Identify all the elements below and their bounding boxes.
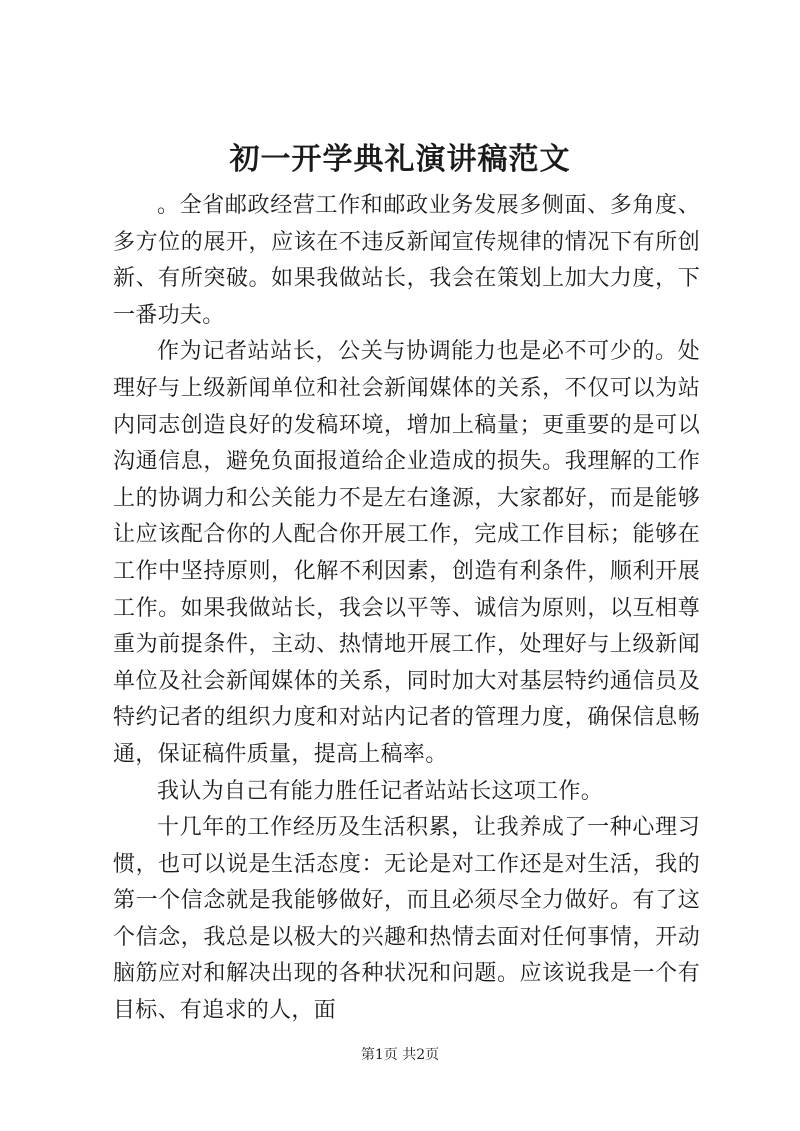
paragraph: 我认为自己有能力胜任记者站站长这项工作。 [157, 778, 604, 804]
paragraph: 。全省邮政经营工作和邮政业务发展多侧面、多角度、多方位的展开，应该在不违反新闻宣传规律的情况下有所创新、有所突破。如果我做站长，我会在策划上加大力度，下一番功夫。 [113, 193, 700, 328]
paragraph: 十几年的工作经历及生活积累，让我养成了一种心理习惯，也可以说是生活态度：无论是对工作还是对生活，我的第一个信念就是我能够做好，而且必须尽全力做好。有了这个信念，我总是以极大的兴趣和热情去面对任何事情，开动脑筋应对和解决出现的各种状况和问题。应该说我是一个有目标、有追求的人，面 [113, 815, 700, 1024]
document-title: 初一开学典礼演讲稿范文 [229, 142, 571, 177]
document-body [113, 188, 700, 1030]
paragraph: 作为记者站站长，公关与协调能力也是必不可少的。处理好与上级新闻单位和社会新闻媒体的关系，不仅可以为站内同志创造良好的发稿环境，增加上稿量；更重要的是可以沟通信息，避免负面报道给企业造成的损失。我理解的工作上的协调力和公关能力不是左右逢源，大家都好，而是能够让应该配合你的人配合你开展工作，完成工作目标；能够在工作中坚持原则，化解不利因素，创造有利条件，顺利开展工作。如果我做站长，我会以平等、诚信为原则，以互相尊重为前提条件，主动、热情地开展工作，处理好与上级新闻单位及社会新闻媒体的关系，同时加大对基层特约通信员及特约记者的组织力度和对站内记者的管理力度，确保信息畅通，保证稿件质量，提高上稿率。 [113, 339, 700, 767]
page-number-footer: 第1页 共2页 [360, 1047, 440, 1063]
